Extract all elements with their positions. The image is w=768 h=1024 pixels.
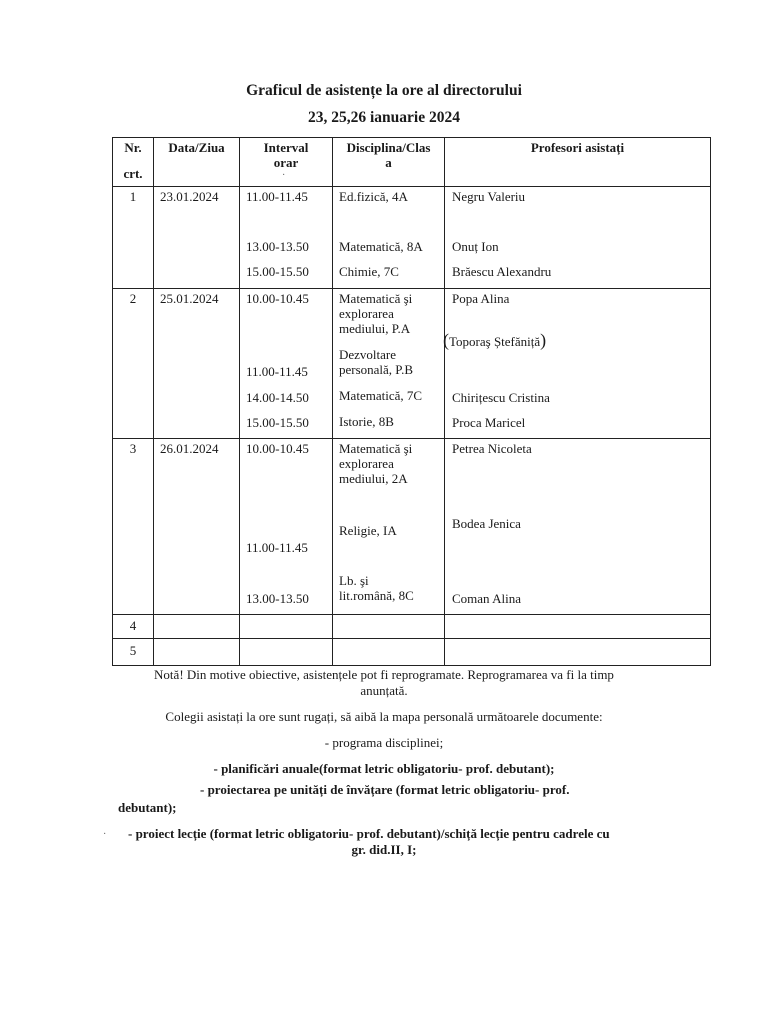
doc-item-proiectare: - proiectarea pe unități de învățare (format letric obligatoriu- prof. (200, 782, 570, 797)
row1-date: 23.01.2024 (160, 189, 219, 204)
doc-item-proiectare-cont: debutant); (118, 800, 177, 815)
table-column-separator (444, 137, 445, 665)
row3-nr: 3 (129, 441, 137, 456)
row2-teacher-1: Popa Alina (452, 291, 510, 306)
row3-subject-3-cont: lit.română, 8C (339, 588, 414, 603)
header-nr: Nr. (124, 140, 142, 155)
row4-nr: 4 (129, 618, 137, 633)
table-row-separator (112, 288, 711, 289)
row3-subject-1-cont: mediului, 2A (339, 471, 408, 486)
doc-item-programa: - programa disciplinei; (324, 735, 444, 750)
handwritten-paren-close: ) (540, 330, 547, 350)
header-interval: Interval (263, 140, 309, 155)
row1-teacher-1: Negru Valeriu (452, 189, 526, 204)
table-row-separator (112, 438, 711, 439)
header-discipline-cont: a (385, 155, 392, 170)
row3-teacher-1: Petrea Nicoleta (452, 441, 532, 456)
row2-time-1: 10.00-10.45 (246, 291, 309, 306)
row2-teacher-4: Proca Maricel (452, 415, 526, 430)
row3-teacher-3: Coman Alina (452, 591, 521, 606)
row5-nr: 5 (129, 643, 137, 658)
row3-subject-1: Matematică şi (339, 441, 413, 456)
header-teachers: Profesori asistați (530, 140, 625, 155)
row1-time-1: 11.00-11.45 (246, 189, 308, 204)
row2-subject-1-cont: mediului, P.A (339, 321, 411, 336)
row2-date: 25.01.2024 (160, 291, 219, 306)
row3-time-3: 13.00-13.50 (246, 591, 309, 606)
header-interval-orar: orar (273, 155, 299, 170)
row1-teacher-2: Onuț Ion (452, 239, 499, 254)
scan-mark: · (103, 829, 107, 840)
table-column-separator (153, 137, 154, 665)
document-subtitle-dates: 23, 25,26 ianuarie 2024 (308, 109, 460, 126)
row3-time-2: 11.00-11.45 (246, 540, 308, 555)
header-discipline: Disciplina/Clas (346, 140, 431, 155)
row1-subject-2: Matematică, 8A (339, 239, 423, 254)
row2-subject-1: Matematică şi (339, 291, 413, 306)
row3-time-1: 10.00-10.45 (246, 441, 309, 456)
row2-teacher-3: Chirițescu Cristina (452, 390, 550, 405)
table-border-top (112, 137, 711, 138)
row2-time-2: 11.00-11.45 (246, 364, 308, 379)
request-text: Colegii asistați la ore sunt rugați, să aibă la mapa personală următoarele documente: (165, 709, 603, 724)
row2-time-4: 15.00-15.50 (246, 415, 309, 430)
table-border-right (710, 137, 711, 665)
row2-subject-3: Matematică, 7C (339, 388, 423, 403)
row3-date: 26.01.2024 (160, 441, 219, 456)
row2-subject-4: Istorie, 8B (339, 414, 394, 429)
doc-item-planificari: - planificări anuale(format letric obligatoriu- prof. debutant); (213, 761, 555, 776)
handwritten-paren-open: ( (443, 330, 449, 350)
doc-item-proiect-lectie: - proiect lecție (format letric obligatoriu- prof. debutant)/schiță lecție pentru cadrele cu (128, 826, 610, 841)
row3-subject-2: Religie, IA (339, 523, 397, 538)
scan-mark: · (282, 170, 286, 181)
note-line-1: Notă! Din motive obiective, asistențele pot fi reprogramate. Reprogramarea va fi la timp (154, 667, 614, 682)
row3-subject-3: Lb. şi (339, 573, 369, 588)
table-row-separator (112, 638, 711, 639)
row2-subject-2: Dezvoltare (339, 347, 397, 362)
doc-item-proiect-lectie-cont: gr. did.II, I; (351, 842, 417, 857)
row2-teacher-2-wrapper (443, 330, 547, 350)
row2-subject-1-cont: explorarea (339, 306, 394, 321)
table-row-separator (112, 614, 711, 615)
table-column-separator (239, 137, 240, 665)
row3-subject-1-cont: explorarea (339, 456, 394, 471)
row2-subject-2-cont: personală, P.B (339, 362, 414, 377)
table-border-left (112, 137, 113, 665)
row2-nr: 2 (129, 291, 137, 306)
header-nr-crt: crt. (123, 166, 143, 181)
table-column-separator (332, 137, 333, 665)
row1-nr: 1 (129, 189, 137, 204)
row3-teacher-2: Bodea Jenica (452, 516, 521, 531)
note-line-2: anunțată. (360, 683, 408, 698)
row2-time-3: 14.00-14.50 (246, 390, 309, 405)
row1-time-3: 15.00-15.50 (246, 264, 309, 279)
header-date: Data/Ziua (168, 140, 225, 155)
row1-subject-3: Chimie, 7C (339, 264, 399, 279)
row2-teacher-2: Toporaş Ștefăniță (449, 334, 541, 349)
document-title: Graficul de asistențe la ore al directorului (246, 82, 522, 99)
row1-subject-1: Ed.fizică, 4A (339, 189, 408, 204)
row1-teacher-3: Brăescu Alexandru (452, 264, 552, 279)
table-border-bottom (112, 665, 711, 666)
table-header-separator (112, 186, 711, 187)
row1-time-2: 13.00-13.50 (246, 239, 309, 254)
